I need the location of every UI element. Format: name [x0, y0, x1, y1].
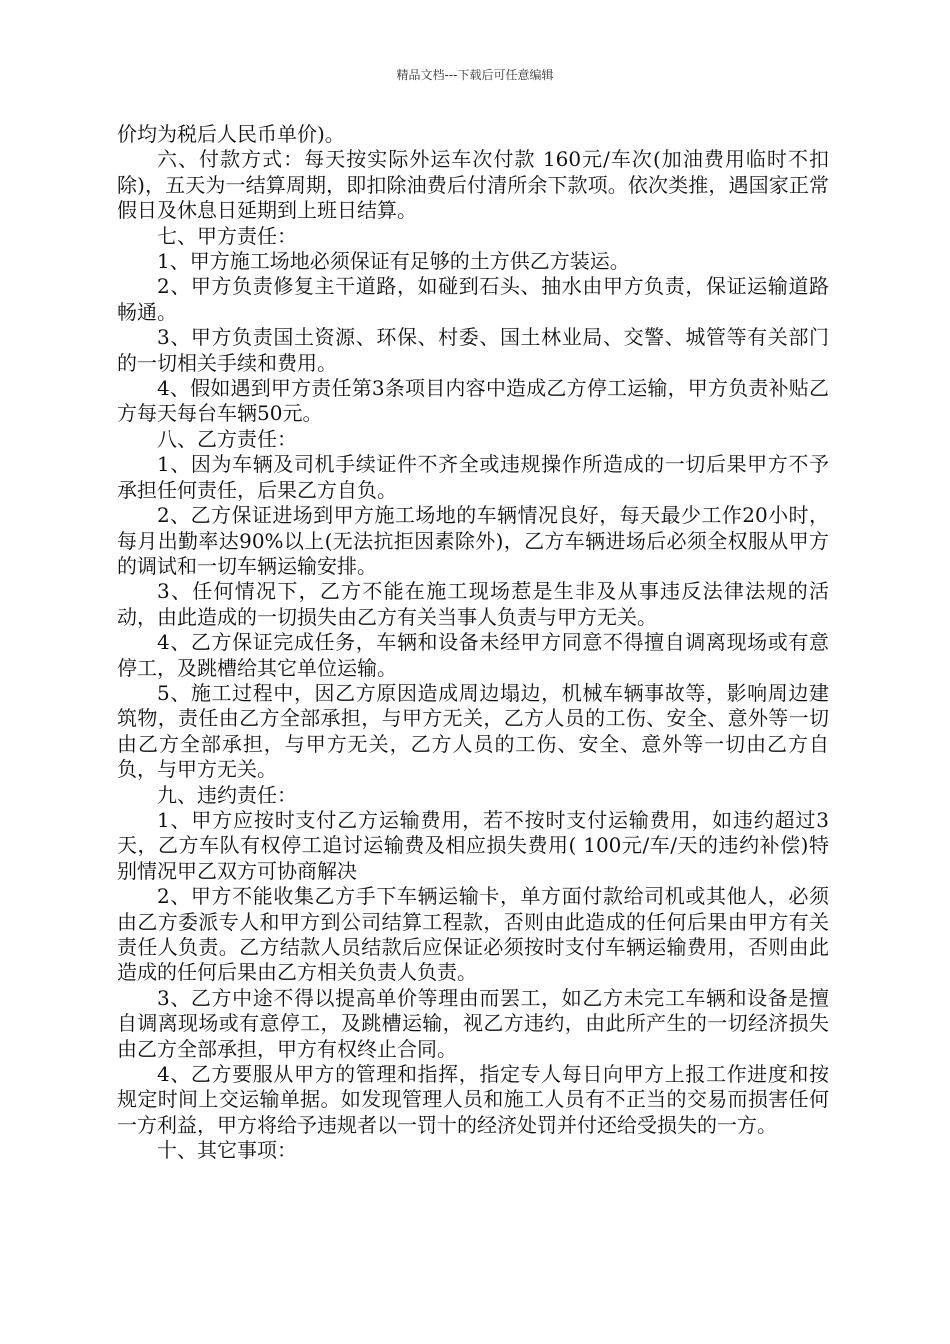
paragraph-party-b-1: 1、因为车辆及司机手续证件不齐全或违规操作所造成的一切后果甲方不予承担任何责任，后果乙方自负。	[117, 452, 829, 502]
paragraph-breach-3: 3、乙方中途不得以提高单价等理由而罢工，如乙方未完工车辆和设备是擅自调离现场或有意停工，及跳槽运输，视乙方违约，由此所产生的一切经济损失由乙方全部承担，甲方有权终止合同。	[117, 985, 829, 1061]
paragraph-breach-2: 2、甲方不能收集乙方手下车辆运输卡，单方面付款给司机或其他人，必须由乙方委派专人和甲方到公司结算工程款，否则由此造成的任何后果由甲方有关责任人负责。乙方结款人员结款后应保证必须按时支付车辆运输费用，否则由此造成的任何后果由乙方相关负责人负责。	[117, 884, 829, 985]
section-heading-other: 十、其它事项：	[157, 1138, 297, 1163]
paragraph-party-b-4: 4、乙方保证完成任务，车辆和设备未经甲方同意不得擅自调离现场或有意停工，及跳槽给其它单位运输。	[117, 630, 829, 680]
paragraph-party-b-5: 5、施工过程中，因乙方原因造成周边塌边，机械车辆事故等，影响周边建筑物，责任由乙方全部承担，与甲方无关，乙方人员的工伤、安全、意外等一切由乙方全部承担，与甲方无关，乙方人员的工伤、安全、意外等一切由乙方自负，与甲方无关。	[117, 680, 829, 782]
paragraph-breach-1: 1、甲方应按时支付乙方运输费用，若不按时支付运输费用，如违约超过3天，乙方车队有权停工追讨运输费及相应损失费用( 100元/车/天的违约补偿)特别情况甲乙双方可协商解决	[117, 807, 829, 883]
document-body	[117, 122, 829, 1164]
paragraph-party-a-3: 3、甲方负责国土资源、环保、村委、国土林业局、交警、城管等有关部门的一切相关手续和费用。	[117, 325, 829, 375]
paragraph-0: 价均为税后人民币单价)。	[117, 122, 345, 146]
paragraph-party-a-4: 4、假如遇到甲方责任第3条项目内容中造成乙方停工运输，甲方负责补贴乙方每天每台车辆50元。	[117, 376, 829, 426]
paragraph-party-a-2: 2、甲方负责修复主干道路，如碰到石头、抽水由甲方负责，保证运输道路畅通。	[117, 274, 829, 324]
paragraph-breach-4: 4、乙方要服从甲方的管理和指挥，指定专人每日向甲方上报工作进度和按规定时间上交运输单据。如发现管理人员和施工人员有不正当的交易而损害任何一方利益，甲方将给予违规者以一罚十的经济处罚并付还给受损失的一方。	[117, 1062, 829, 1137]
section-heading-party-a: 七、甲方责任：	[157, 223, 297, 248]
paragraph-payment-method: 六、付款方式：每天按实际外运车次付款 160元/车次(加油费用临时不扣除)，五天为一结算周期，即扣除油费后付清所余下款项。依次类推，遇国家正常假日及休息日延期到上班日结算。	[117, 147, 829, 223]
paragraph-party-b-3: 3、任何情况下，乙方不能在施工现场惹是生非及从事违反法律法规的活动，由此造成的一切损失由乙方有关当事人负责与甲方无关。	[117, 579, 829, 629]
section-heading-breach: 九、违约责任：	[157, 782, 297, 807]
paragraph-party-b-2: 2、乙方保证进场到甲方施工场地的车辆情况良好，每天最少工作20小时，每月出勤率达90%以上(无法抗拒因素除外)，乙方车辆进场后必须全权服从甲方的调试和一切车辆运输安排。	[117, 503, 829, 578]
page-header: 精品文档---下载后可任意编辑	[396, 68, 554, 82]
paragraph-party-a-1: 1、甲方施工场地必须保证有足够的土方供乙方装运。	[157, 249, 630, 274]
section-heading-party-b: 八、乙方责任：	[157, 426, 297, 451]
